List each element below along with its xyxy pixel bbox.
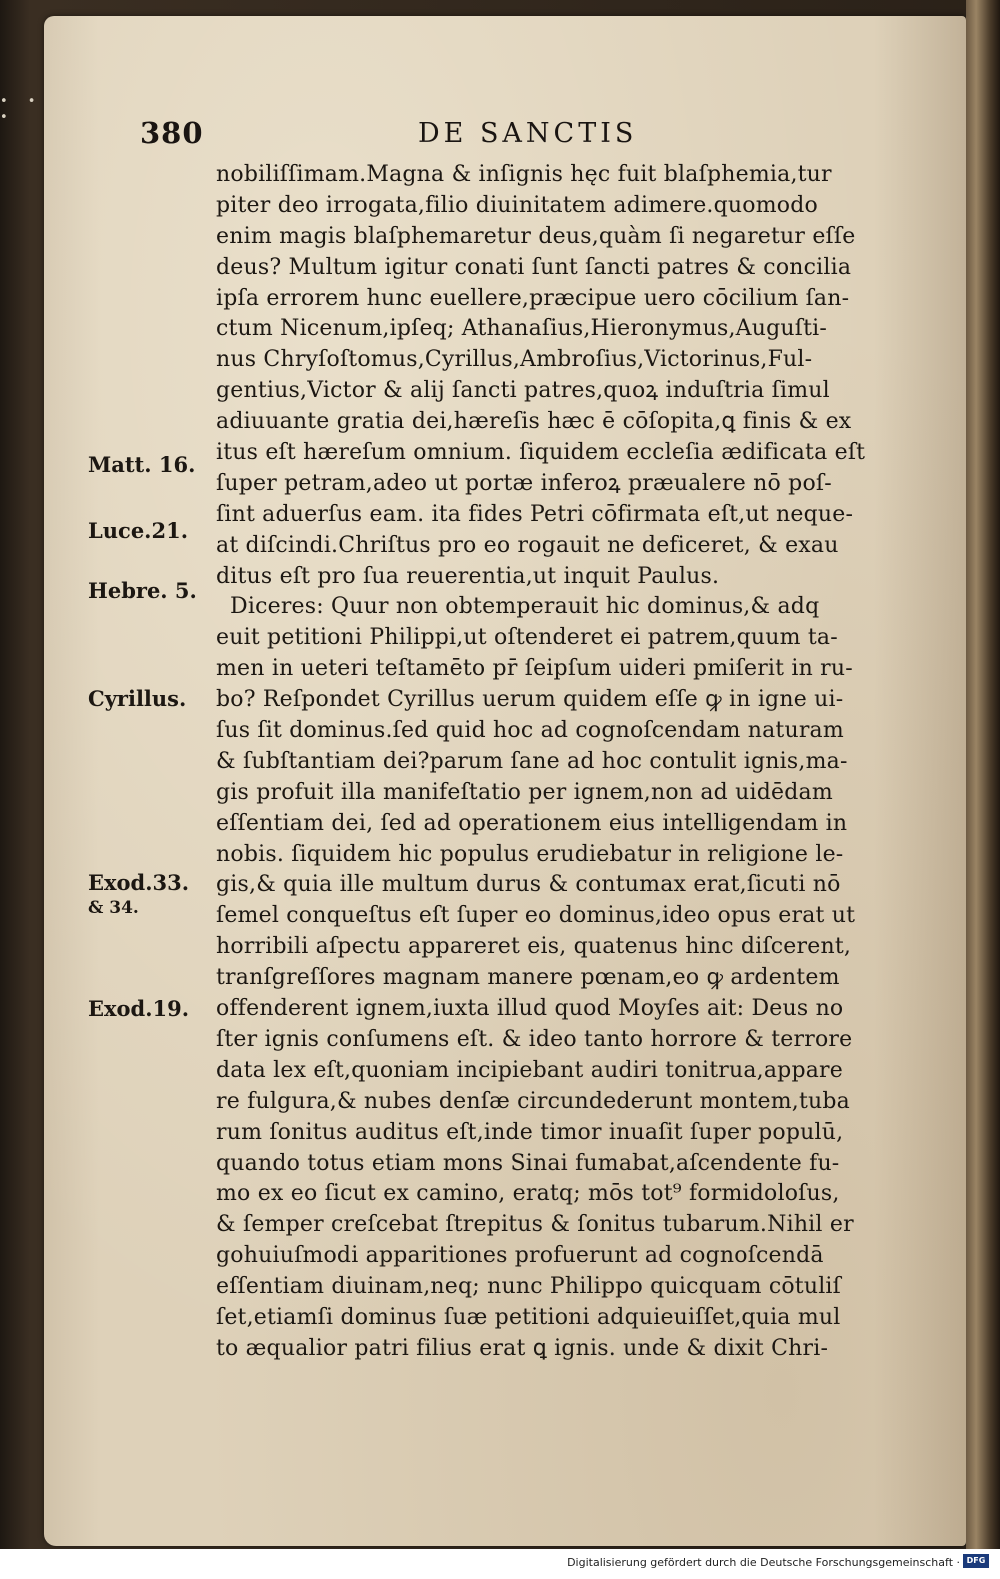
text-line: gentius,Victor & alij ſancti patres,quoꝝ induſtria ſimul [216,378,830,404]
text-line: to æqualior patri filius erat ꝗ ignis. unde & dixit Chri- [216,1335,829,1361]
text-line: eſſentiam diuinam,neq; nunc Philippo quicquam cōtuliſ [216,1274,842,1300]
text-line: data lex eſt,quoniam incipiebant audiri tonitrua,appare [216,1057,843,1083]
text-line: eſſentiam dei, ſed ad operationem eius intelligendam in [216,810,848,836]
text-line: & ſubſtantiam dei?parum ſane ad hoc contulit ignis,ma- [216,748,848,774]
margin-note: Hebre. 5. [88,578,197,603]
text-line: nobis. ſiquidem hic populus erudiebatur in religione le- [216,841,844,867]
text-line: gohuiuſmodi apparitiones profuerunt ad cognoſcendā [216,1243,824,1269]
text-line: ſus ſit dominus.ſed quid hoc ad cognoſcendam naturam [216,718,844,744]
text-line: ditus eſt pro ſua reuerentia,ut inquit Paulus. [216,563,720,589]
text-line: ſint aduerſus eam. ita fides Petri cōfirmata eſt,ut neque- [216,501,854,527]
text-line: Diceres: Quur non obtemperauit hic dominus,& adq [230,594,820,620]
text-line: & ſemper creſcebat ſtrepitus & ſonitus tubarum.Nihil er [216,1212,854,1238]
text-line: euit petitioni Philippi,ut oſtenderet ei patrem,quum ta- [216,625,838,651]
running-head: DE SANCTIS [418,118,638,149]
text-line: ſuper petram,adeo ut portæ inferoꝝ præualere nō poſ- [216,470,832,496]
text-line: enim magis blaſphemaretur deus,quàm ſi negaretur eſſe [216,223,856,249]
margin-note: & 34. [88,898,139,918]
text-line: ctum Nicenum,ipſeq; Athanaſius,Hieronymus,Auguſti- [216,316,827,342]
edge-marks: • • • [0,94,44,125]
margin-note: Matt. 16. [88,452,196,477]
text-line: men in ueteri teſtamēto pr̄ ſeipſum uideri pmiſerit in ru- [216,656,853,682]
text-line: ipſa errorem hunc euellere,præcipue uero cōcilium ſan- [216,285,850,311]
funding-credit: Digitalisierung gefördert durch die Deutsche Forschungsgemeinschaft · [567,1556,960,1569]
page-number: 380 [140,116,204,150]
text-line: gis profuit illa manifeſtatio per ignem,non ad uidēdam [216,779,833,805]
text-line: adiuuante gratia dei,hæreſis hæc ē cōſopita,ꝗ finis & ex [216,409,852,435]
text-line: gis,& quia ille multum durus & contumax erat,ſicuti nō [216,872,841,898]
text-line: horribili aſpectu appareret eis, quatenus hinc diſcerent, [216,934,852,960]
text-line: nus Chryſoſtomus,Cyrillus,Ambroſius,Victorinus,Ful- [216,347,813,373]
text-line: tranſgreſſores magnam manere pœnam,eo ꝙ ardentem [216,965,840,991]
margin-note: Luce.21. [88,518,189,543]
text-line: piter deo irrogata,filio diuinitatem adimere.quomodo [216,192,818,218]
margin-note: Exod.19. [88,996,190,1021]
text-line: quando totus etiam mons Sinai fumabat,aſcendente fu- [216,1150,840,1176]
margin-note: Exod.33. [88,870,190,895]
text-line: rum ſonitus auditus eſt,inde timor inuaſit ſuper populū, [216,1119,844,1145]
book-spine [966,0,1000,1549]
text-line: mo ex eo ſicut ex camino, eratq; mōs tot⁹ formidoloſus, [216,1181,840,1207]
text-line: at diſcindi.Chriſtus pro eo rogauit ne deficeret, & exau [216,532,839,558]
margin-note: Cyrillus. [88,686,187,711]
text-line: offenderent ignem,iuxta illud quod Moyſes ait: Deus no [216,996,844,1022]
text-line: ſemel conqueſtus eſt ſuper eo dominus,ideo opus erat ut [216,903,856,929]
text-line: bo? Reſpondet Cyrillus uerum quidem eſſe ꝙ in igne ui- [216,687,844,713]
text-line: ſter ignis conſumens eſt. & ideo tanto horrore & terrore [216,1026,853,1052]
body-text [216,160,916,1365]
text-line: nobiliſſimam.Magna & inſignis hęc fuit blaſphemia,tur [216,162,832,187]
text-line: ſet,etiamſi dominus ſuæ petitioni adquieuiſſet,quia mul [216,1304,841,1330]
text-line: re fulgura,& nubes denſæ circundederunt montem,tuba [216,1088,850,1114]
text-line: itus eſt hæreſum omnium. ſiquidem eccleſia ædificata eſt [216,440,866,466]
text-line: deus? Multum igitur conati ſunt ſancti patres & concilia [216,254,852,280]
dfg-logo: DFG [963,1554,989,1568]
